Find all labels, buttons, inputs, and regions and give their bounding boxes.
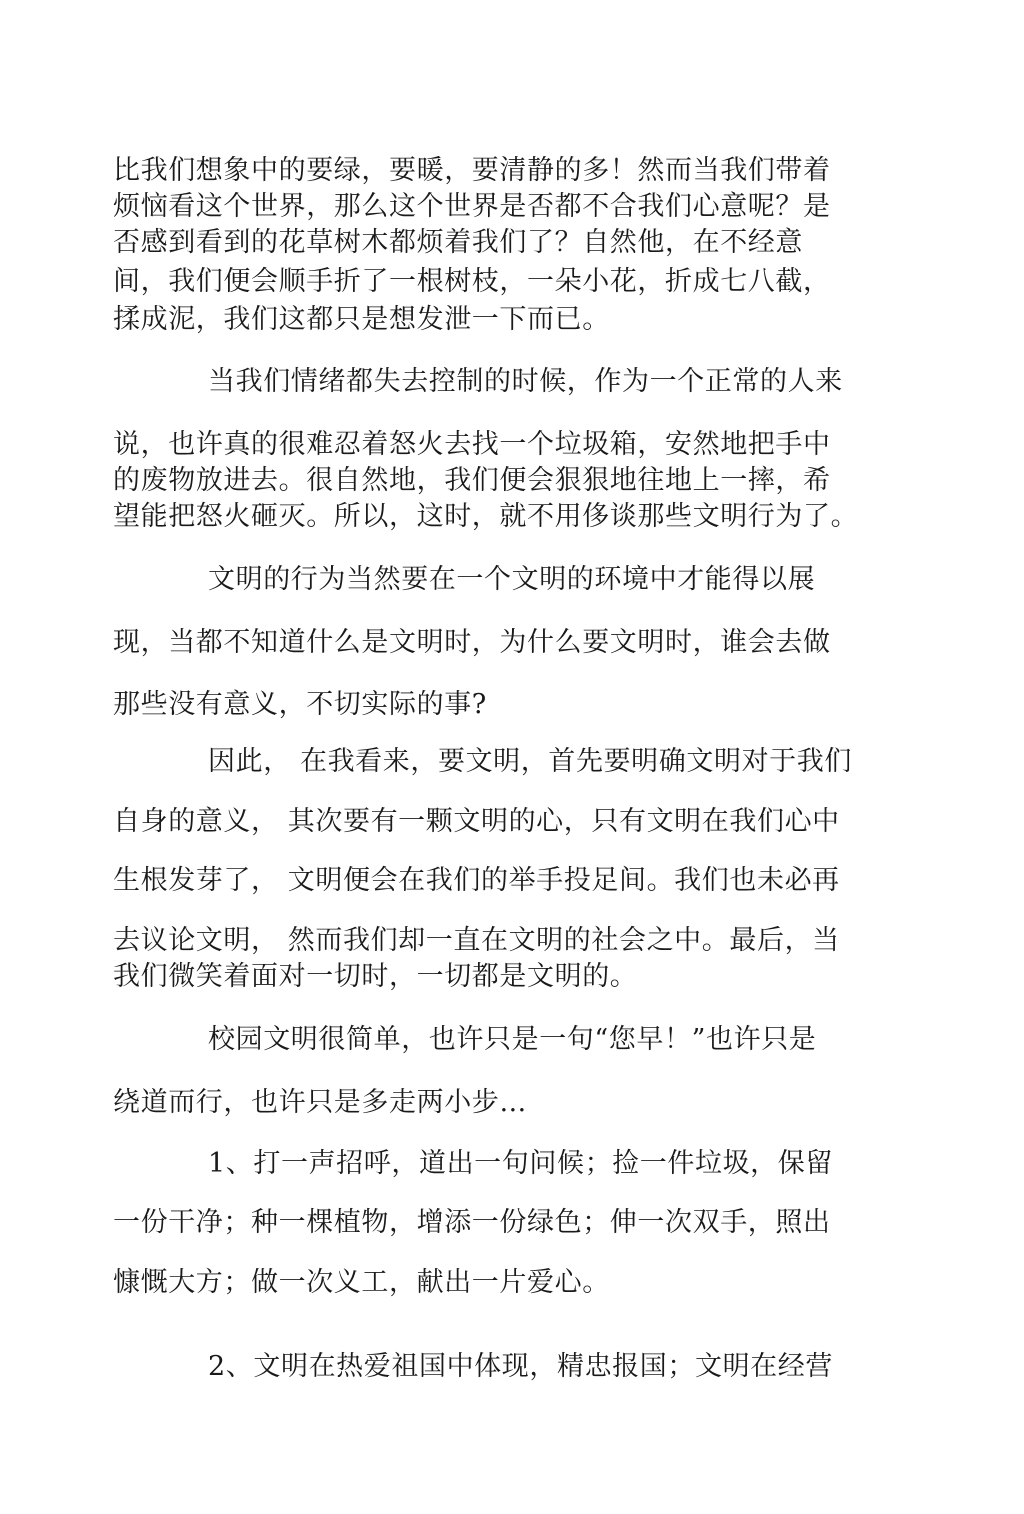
text-line: 的废物放进去。很自然地，我们便会狠狠地往地上一摔，希 [113, 465, 831, 496]
paragraph-first-line: 文明的行为当然要在一个文明的环境中才能得以展 [208, 564, 816, 595]
paragraph-first-line: 因此， 在我看来，要文明，首先要明确文明对于我们 [208, 746, 852, 777]
text-line: 烦恼看这个世界，那么这个世界是否都不合我们心意呢？是 [113, 191, 831, 222]
text-line: 否感到看到的花草树木都烦着我们了？自然他，在不经意 [113, 227, 803, 258]
paragraph-first-line: 当我们情绪都失去控制的时候，作为一个正常的人来 [208, 366, 843, 397]
list-item-1-first-line: 1、打一声招呼，道出一句问候；捡一件垃圾，保留 [208, 1148, 833, 1179]
list-item-2-first-line: 2、文明在热爱祖国中体现，精忠报国；文明在经营 [208, 1351, 833, 1382]
text-line: 望能把怒火砸灭。所以，这时，就不用侈谈那些文明行为了。 [113, 501, 859, 532]
text-line: 自身的意义， 其次要有一颗文明的心，只有文明在我们心中 [113, 806, 840, 837]
text-line: 一份干净；种一棵植物，增添一份绿色；伸一次双手，照出 [113, 1207, 831, 1238]
text-line: 说，也许真的很难忍着怒火去找一个垃圾箱，安然地把手中 [113, 429, 831, 460]
text-line: 我们微笑着面对一切时，一切都是文明的。 [113, 961, 638, 992]
text-line: 去议论文明， 然而我们却一直在文明的社会之中。最后，当 [113, 925, 840, 956]
text-line: 生根发芽了， 文明便会在我们的举手投足间。我们也未必再 [113, 865, 840, 896]
text-line: 那些没有意义，不切实际的事? [113, 689, 487, 720]
text-line: 间，我们便会顺手折了一根树枝，一朵小花，折成七八截， [113, 266, 831, 297]
text-line: 现，当都不知道什么是文明时，为什么要文明时，谁会去做 [113, 627, 831, 658]
text-line: 比我们想象中的要绿，要暖，要清静的多！然而当我们带着 [113, 155, 831, 186]
text-line: 绕道而行，也许只是多走两小步… [113, 1087, 527, 1118]
text-line: 揉成泥，我们这都只是想发泄一下而已。 [113, 304, 610, 335]
text-line: 慷慨大方；做一次义工，献出一片爱心。 [113, 1267, 610, 1298]
paragraph-first-line: 校园文明很简单，也许只是一句“您早！”也许只是 [208, 1024, 817, 1055]
